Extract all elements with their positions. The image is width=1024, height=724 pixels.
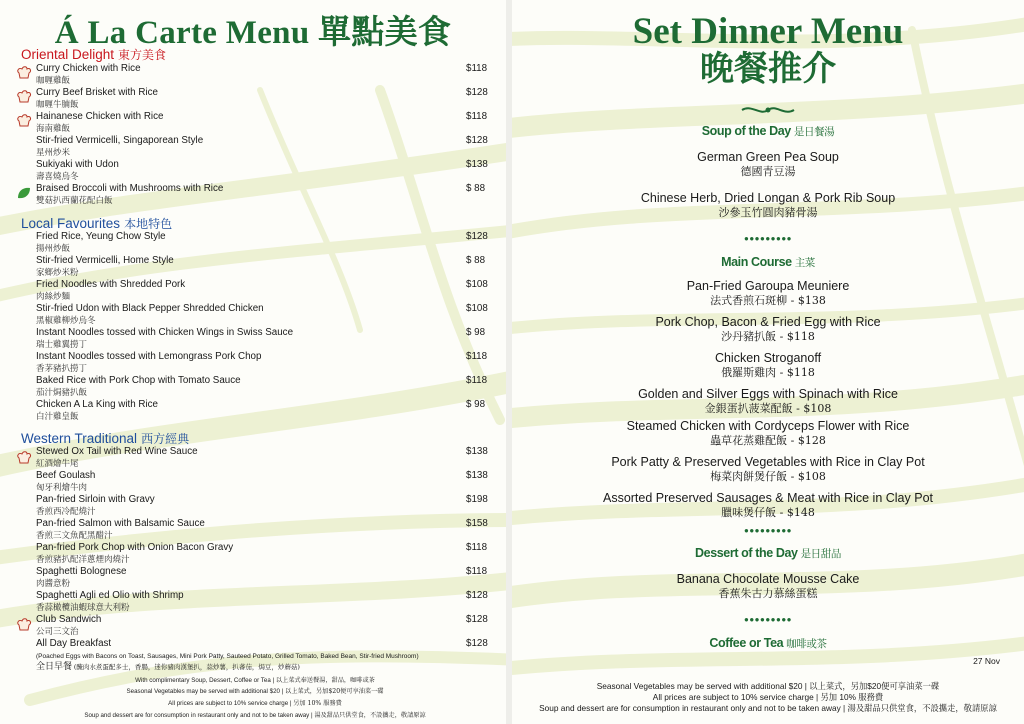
chef-hat-icon xyxy=(16,66,32,85)
list-item: Pan-fried Sirloin with Gravy 香煎西冷配燒汁 xyxy=(36,494,155,517)
list-item: Sukiyaki with Udon 壽喜燒烏冬 xyxy=(36,159,119,182)
item-price: $ 88 xyxy=(466,183,486,194)
item-price: $138 xyxy=(466,470,488,481)
chef-hat-icon xyxy=(16,618,32,637)
list-item: All Day Breakfast xyxy=(36,638,112,649)
list-item: Banana Chocolate Mousse Cake 香蕉朱古力慕絲蛋糕 xyxy=(676,572,860,600)
item-price: $118 xyxy=(466,63,488,74)
list-item: Fried Noodles with Shredded Pork 肉絲炒麵 xyxy=(36,279,186,302)
item-price: $118 xyxy=(466,375,488,386)
list-item: Stir-fried Vermicelli, Singaporean Style 星州炒米 xyxy=(36,135,204,158)
list-item: Steamed Chicken with Cordyceps Flower with Rice 蟲草花蒸雞配飯 - $128 xyxy=(626,419,910,447)
dots-divider: ●●●●●●●●● xyxy=(744,526,792,535)
page-subtitle: 晚餐推介 xyxy=(700,49,836,89)
chef-hat-icon xyxy=(16,114,32,133)
dots-divider: ●●●●●●●●● xyxy=(744,615,792,624)
note-line: All prices are subject to 10% service charge | 另加 10% 服務費 xyxy=(168,700,342,707)
item-price: $198 xyxy=(466,494,488,505)
list-item: Pork Patty & Preserved Vegetables with Rice in Clay Pot 梅菜肉餅煲仔飯 - $108 xyxy=(611,455,925,483)
ornament-divider xyxy=(740,103,796,121)
chef-hat-icon xyxy=(16,451,32,470)
list-item: German Green Pea Soup 德國青豆湯 xyxy=(697,150,839,178)
list-item: Fried Rice, Yeung Chow Style 揚州炒飯 xyxy=(36,231,166,254)
set-dinner-page xyxy=(512,0,1024,724)
a-la-carte-page xyxy=(0,0,506,724)
list-item: Hainanese Chicken with Rice 海南雞飯 xyxy=(36,111,164,134)
list-item: Pan-Fried Garoupa Meuniere 法式香煎石斑柳 - $138 xyxy=(686,279,850,307)
item-price: $138 xyxy=(466,159,488,170)
list-item: Pork Chop, Bacon & Fried Egg with Rice 沙丹豬扒飯 - $118 xyxy=(655,315,881,343)
list-item: Stir-fried Udon with Black Pepper Shredded Chicken 黑椒雞柳炒烏冬 xyxy=(36,303,264,326)
note-line: Soup and dessert are for consumption in restaurant only and not to be taken away | 湯及甜品只供堂食，不設攜走，敬請原諒 xyxy=(539,703,997,713)
list-item: Stewed Ox Tail with Red Wine Sauce 紅酒燴牛尾 xyxy=(36,446,198,469)
list-item: Golden and Silver Eggs with Spinach with Rice 金銀蛋扒菠菜配飯 - $108 xyxy=(638,387,898,415)
item-price: $108 xyxy=(466,303,488,314)
chef-hat-icon xyxy=(16,90,32,109)
item-price: $128 xyxy=(466,87,488,98)
note-line: With complimentary Soup, Dessert, Coffee or Tea | 以上菜式奉送餐湯，甜品，咖啡或茶 xyxy=(135,677,375,684)
list-item: Instant Noodles tossed with Lemongrass Pork Chop 香茅豬扒撈丁 xyxy=(36,351,262,374)
item-price: $128 xyxy=(466,590,488,601)
item-price: $158 xyxy=(466,518,488,529)
item-price: $128 xyxy=(466,135,488,146)
section-title-main: Main Course 主菜 xyxy=(721,255,815,269)
list-item: Assorted Preserved Sausages & Meat with Rice in Clay Pot 臘味煲仔飯 - $148 xyxy=(602,491,933,519)
section-title-soup: Soup of the Day 是日餐湯 xyxy=(701,124,835,138)
item-price: $118 xyxy=(466,351,488,362)
section-title-western: Western Traditional 西方經典 xyxy=(21,431,190,446)
list-item: Instant Noodles tossed with Chicken Wings in Swiss Sauce 瑞士雞翼撈丁 xyxy=(36,327,294,350)
note-line: Seasonal Vegetables may be served with additional $20 | 以上菜式，另加$20便可享油菜一碟 xyxy=(596,681,940,691)
item-price: $ 98 xyxy=(466,399,486,410)
item-price: $118 xyxy=(466,111,488,122)
section-title-dessert: Dessert of the Day 是日甜品 xyxy=(695,546,841,560)
breakfast-detail-en: (Poached Eggs with Bacons on Toast, Sausages, Mini Pork Patty, Sauteed Potato, Grilled Tomato, Baked Bean, Stir-fried Mushroom) xyxy=(36,653,419,660)
list-item: Curry Beef Brisket with Rice 咖喱牛腩飯 xyxy=(36,87,158,110)
item-price: $118 xyxy=(466,542,488,553)
page-title: Á La Carte Menu 單點美食 xyxy=(54,15,452,51)
item-price: $108 xyxy=(466,279,488,290)
item-price: $ 88 xyxy=(466,255,486,266)
list-item: Club Sandwich 公司三文治 xyxy=(36,614,102,637)
section-title-coffee: Coffee or Tea 咖啡或茶 xyxy=(709,636,827,650)
date-label: 27 Nov xyxy=(973,656,1000,666)
section-title-oriental: Oriental Delight 東方美食 xyxy=(21,47,167,62)
list-item: Chicken A La King with Rice 白汁雞皇飯 xyxy=(36,399,158,422)
breakfast-detail-zh: 全日早餐 (醃肉水煮蛋配多士，香腸，迷你豬肉漢堡扒，蒜炒薯，扒蕃茄，焗豆，炒蘑菇) xyxy=(36,662,300,672)
section-title-local: Local Favourites 本地特色 xyxy=(21,216,173,231)
item-price: $128 xyxy=(466,614,488,625)
item-price: $118 xyxy=(466,566,488,577)
list-item: Spaghetti Bolognese 肉醬意粉 xyxy=(36,566,127,589)
list-item: Pan-fried Salmon with Balsamic Sauce 香煎三文魚配黑醋汁 xyxy=(36,518,205,541)
dots-divider: ●●●●●●●●● xyxy=(744,234,792,243)
list-item: Pan-fried Pork Chop with Onion Bacon Gravy 香煎豬扒配洋蔥煙肉燒汁 xyxy=(36,542,234,565)
item-price: $ 98 xyxy=(466,327,486,338)
list-item: Curry Chicken with Rice 咖喱雞飯 xyxy=(36,63,141,86)
list-item: Beef Goulash 匈牙利燴牛肉 xyxy=(36,470,96,493)
note-line: Seasonal Vegetables may be served with additional $20 | 以上菜式，另加$20便可享油菜一碟 xyxy=(126,688,384,695)
list-item: Chicken Stroganoff 俄羅斯雞肉 - $118 xyxy=(714,351,822,379)
item-price: $128 xyxy=(466,638,488,649)
list-item: Spaghetti Agli ed Olio with Shrimp 香蒜橄欖油蝦球意大利粉 xyxy=(36,590,184,613)
list-item: Baked Rice with Pork Chop with Tomato Sauce 茄汁焗豬扒飯 xyxy=(36,375,241,398)
note-line: All prices are subject to 10% service charge | 另加 10% 服務費 xyxy=(652,692,884,702)
list-item: Stir-fried Vermicelli, Home Style 家鄉炒米粉 xyxy=(36,255,174,278)
item-price: $128 xyxy=(466,231,488,242)
page-title: Set Dinner Menu xyxy=(632,11,904,52)
vegetarian-leaf-icon xyxy=(16,186,32,205)
list-item: Chinese Herb, Dried Longan & Pork Rib Soup 沙參玉竹圓肉豬骨湯 xyxy=(640,191,896,219)
note-line: Soup and dessert are for consumption in restaurant only and not to be taken away | 湯及甜品只供堂食，不設攜走，敬請原諒 xyxy=(84,712,426,719)
list-item: Braised Broccoli with Mushrooms with Rice 雙菇扒西蘭花配白飯 xyxy=(36,183,224,206)
item-price: $138 xyxy=(466,446,488,457)
